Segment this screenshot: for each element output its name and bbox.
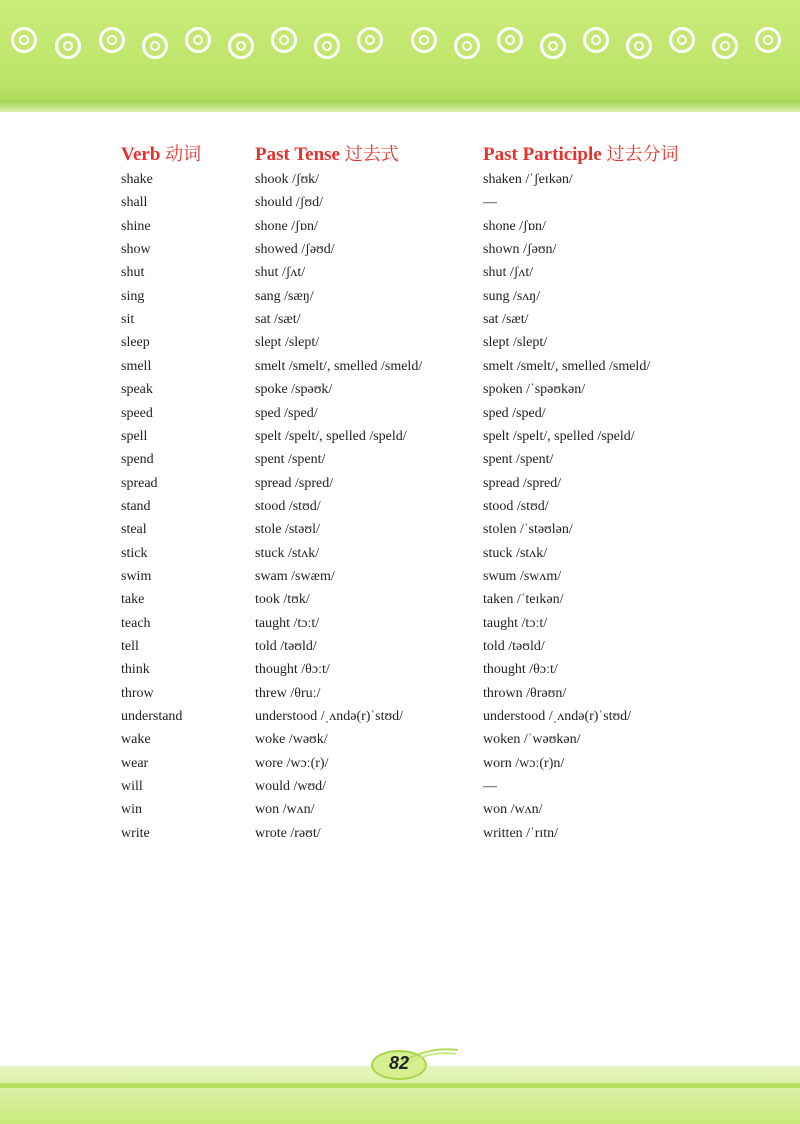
verb-cell: stick [121,545,148,561]
verb-cell: teach [121,615,151,631]
table-row [121,170,741,193]
verb-cell: sing [121,288,145,304]
ring-ornament [357,27,383,53]
ring-ornament [540,33,566,59]
verb-cell: sleep [121,335,150,351]
verb-cell: spell [121,428,148,444]
verb-cell: speed [121,405,153,421]
verb-cell: understand [121,709,183,725]
past-tense-cell: slept /slept/ [255,335,320,351]
verb-cell: steal [121,522,147,538]
past-tense-cell: shook /ʃʊk/ [255,172,320,187]
ring-pattern [0,0,800,112]
past-participle-cell: shut /ʃʌt/ [483,265,534,281]
verb-cell: smell [121,358,152,374]
verb-cell: will [121,779,143,795]
band-shadow [0,100,800,112]
band-stripe [0,1093,800,1096]
past-participle-cell: woken /ˈwəʊkən/ [483,732,581,748]
table-row [121,777,741,800]
verb-cell: throw [121,685,154,701]
past-participle-cell: — [483,195,497,211]
past-participle-cell: slept /slept/ [483,335,548,351]
table-row [121,427,741,450]
past-participle-cell: stood /stʊd/ [483,498,549,514]
past-participle-cell: stolen /ˈstəʊlən/ [483,522,573,538]
table-row [121,754,741,777]
past-tense-cell: shone /ʃɒn/ [255,218,318,234]
ring-ornament [669,27,695,53]
ring-ornament [583,27,609,53]
past-participle-cell: won /wʌn/ [483,802,543,818]
table-row [121,590,741,613]
table-row [121,660,741,683]
table-row [121,240,741,263]
past-tense-cell: showed /ʃəʊd/ [255,242,335,258]
past-tense-cell: wrote /rəʊt/ [255,825,321,841]
table-row [121,193,741,216]
ring-ornament [755,27,781,53]
past-tense-cell: spoke /spəʊk/ [255,382,333,398]
verb-cell: take [121,592,145,608]
past-participle-cell: shaken /ˈʃeɪkən/ [483,172,573,187]
past-tense-cell: sang /sæŋ/ [255,288,314,304]
past-participle-cell: — [483,779,497,795]
past-participle-cell: spent /spent/ [483,452,554,468]
top-decorative-band [0,0,800,112]
past-participle-cell: shown /ʃəʊn/ [483,242,557,258]
verb-cell: think [121,662,150,678]
verb-cell: stand [121,498,151,514]
past-tense-cell: sat /sæt/ [255,312,301,328]
past-participle-cell: written /ˈrɪtn/ [483,825,559,841]
table-row [121,824,741,847]
band-stripe [0,1083,800,1088]
past-participle-cell: shone /ʃɒn/ [483,218,546,234]
past-participle-cell: sped /sped/ [483,405,546,421]
verb-cell: shake [121,172,153,187]
table-row [121,684,741,707]
past-tense-cell: stood /stʊd/ [255,498,321,514]
past-tense-cell: won /wʌn/ [255,802,315,818]
verb-cell: shut [121,265,145,281]
past-tense-cell: threw /θruː/ [255,685,321,701]
page-number: 82 [388,1053,410,1073]
verb-cell: shine [121,218,151,234]
past-participle-cell: spoken /ˈspəʊkən/ [483,382,586,398]
table-row [121,333,741,356]
verb-cell: spread [121,475,158,491]
ring-ornament [142,33,168,59]
past-tense-cell: shut /ʃʌt/ [255,265,306,281]
ring-ornament [228,33,254,59]
ring-ornament [99,27,125,53]
table-row [121,263,741,286]
past-participle-cell: understood /ˌʌndə(r)ˈstʊd/ [483,709,632,725]
past-tense-cell: took /tʊk/ [255,592,310,608]
past-participle-cell: taught /tɔːt/ [483,615,548,631]
past-tense-cell: should /ʃʊd/ [255,195,323,211]
past-tense-cell: stuck /stʌk/ [255,545,320,561]
verb-cell: speak [121,382,153,398]
past-tense-cell: understood /ˌʌndə(r)ˈstʊd/ [255,709,404,725]
past-participle-cell: stuck /stʌk/ [483,545,548,561]
past-tense-cell: taught /tɔːt/ [255,615,320,631]
table-row [121,217,741,240]
verb-cell: shall [121,195,148,211]
past-tense-cell: thought /θɔːt/ [255,662,330,678]
past-tense-cell: spread /spred/ [255,475,334,491]
table-row [121,637,741,660]
table-row [121,357,741,380]
table-row [121,287,741,310]
past-tense-cell: would /wʊd/ [255,779,327,795]
table-row [121,380,741,403]
table-row [121,404,741,427]
ring-ornament [626,33,652,59]
table-row [121,520,741,543]
verb-cell: swim [121,568,152,584]
table-row [121,310,741,333]
verb-cell: sit [121,312,135,328]
verb-cell: spend [121,452,154,468]
past-tense-cell: swam /swæm/ [255,568,335,584]
table-row [121,497,741,520]
past-tense-cell: wore /wɔː(r)/ [255,755,329,771]
past-participle-cell: spread /spred/ [483,475,562,491]
past-tense-cell: spelt /spelt/, spelled /speld/ [255,428,407,444]
verb-cell: wear [121,755,149,771]
ring-ornament [411,27,437,53]
past-participle-cell: told /təʊld/ [483,639,545,654]
past-participle-cell: spelt /spelt/, spelled /speld/ [483,428,635,444]
table-row [121,800,741,823]
verb-cell: write [121,825,150,841]
ring-ornament [55,33,81,59]
past-participle-cell: sung /sʌŋ/ [483,288,541,304]
ring-ornament [454,33,480,59]
ring-ornament [11,27,37,53]
verb-cell: tell [121,639,139,654]
verb-cell: win [121,802,142,818]
column-header-verb: Verb 动词 [121,144,202,165]
past-participle-cell: swum /swʌm/ [483,568,562,584]
table-row [121,450,741,473]
past-tense-cell: woke /wəʊk/ [255,732,328,748]
table-row [121,567,741,590]
past-participle-cell: sat /sæt/ [483,312,529,328]
column-header-past-tense: Past Tense 过去式 [255,144,399,165]
table-row [121,614,741,637]
table-row [121,544,741,567]
past-participle-cell: thought /θɔːt/ [483,662,558,678]
ring-ornament [271,27,297,53]
past-participle-cell: smelt /smelt/, smelled /smeld/ [483,358,651,374]
ring-ornament [185,27,211,53]
ring-ornament [497,27,523,53]
past-tense-cell: spent /spent/ [255,452,326,468]
past-tense-cell: told /təʊld/ [255,639,317,654]
verb-cell: wake [121,732,151,748]
table-row [121,474,741,497]
past-tense-cell: stole /stəʊl/ [255,522,320,538]
past-tense-cell: smelt /smelt/, smelled /smeld/ [255,358,423,374]
ring-ornament [314,33,340,59]
ring-ornament [712,33,738,59]
verb-cell: show [121,242,151,258]
past-participle-cell: worn /wɔː(r)n/ [483,755,565,771]
past-participle-cell: taken /ˈteɪkən/ [483,592,564,608]
column-header-past-participle: Past Participle 过去分词 [483,144,679,165]
table-row [121,730,741,753]
table-row [121,707,741,730]
past-tense-cell: sped /sped/ [255,405,318,421]
past-participle-cell: thrown /θrəʊn/ [483,685,567,701]
